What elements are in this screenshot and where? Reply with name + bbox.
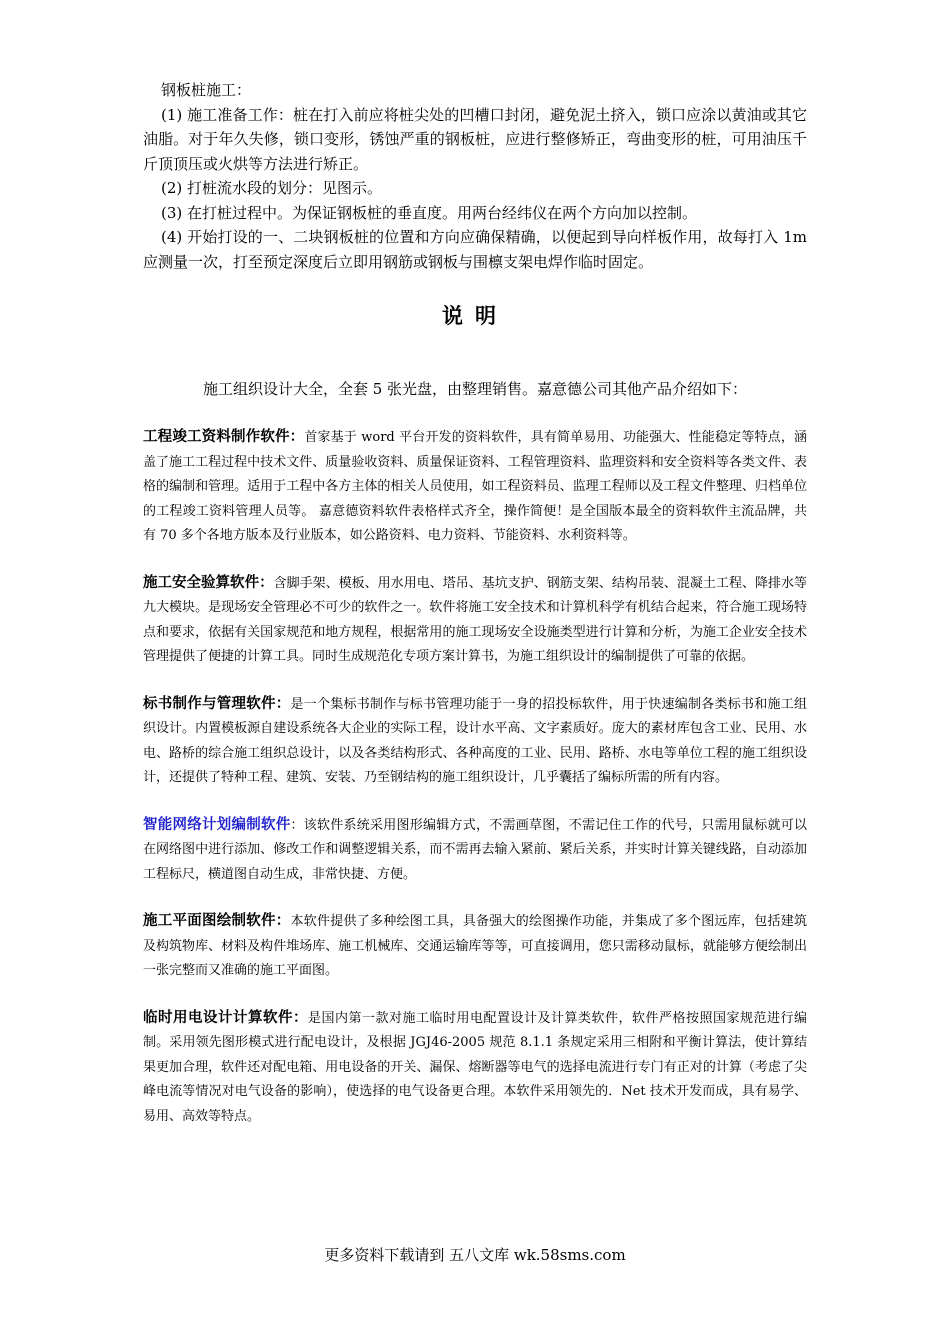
product-name-link[interactable]: 智能网络计划编制软件 (143, 816, 291, 833)
footer-download-note[interactable]: 更多资料下载请到 五八文库 wk.58sms.com (324, 1246, 626, 1264)
product-item (143, 692, 807, 791)
product-name: 标书制作与管理软件： (143, 695, 291, 712)
step-item: (4) 开始打设的一、二块钢板桩的位置和方向应确保精确，以便起到导向样板作用，故每打入 1m 应测量一次，打至预定深度后立即用钢筋或钢板与围檩支架电焊作临时固定。 (143, 228, 807, 271)
section-heading: 钢板桩施工： (161, 81, 252, 99)
product-name: 工程竣工资料制作软件： (143, 429, 305, 445)
product-description: 本软件提供了多种绘图工具，具备强大的绘图操作功能，并集成了多个图远库，包括建筑及构筑物库、材料及构件堆场库、施工机械库、交通运输库等等，可直接调用，您只需移动鼠标，就能够方便绘制出一张完整而又准确的施工平面图。 (143, 914, 807, 978)
product-item (143, 425, 807, 549)
lead-paragraph: 施工组织设计大全，全套 5 张光盘，由整理销售。嘉意德公司其他产品介绍如下： (202, 380, 748, 398)
steel-sheet-pile-section (143, 78, 807, 274)
product-list (143, 425, 807, 1151)
product-item (143, 813, 807, 888)
step-item: (3) 在打桩过程中。为保证钢板桩的垂直度。用两台经纬仪在两个方向加以控制。 (161, 203, 698, 222)
product-item (143, 571, 807, 670)
product-name: 施工平面图绘制软件： (143, 913, 291, 929)
product-item (143, 909, 807, 984)
product-description: 含脚手架、模板、用水用电、塔吊、基坑支护、钢筋支架、结构吊装、混凝土工程、降排水等九大模块。是现场安全管理必不可少的软件之一。软件将施工安全技术和计算机科学有机结合起来，符合施工现场特点和要求，依据有关国家规范和地方规程，根据常用的施工现场安全设施类型进行计算和分析，为施工企业安全技术管理提供了便捷的计算工具。同时生成规范化专项方案计算书，为施工组织设计的编制提供了可靠的依据。 (143, 575, 807, 664)
page-title: 说明 (442, 303, 508, 328)
product-description: ：该软件系统采用图形编辑方式，不需画草图，不需记住工作的代号，只需用鼠标就可以在网络图中进行添加、修改工作和调整逻辑关系，而不需再去输入紧前、紧后关系，并实时计算关键线路，自动添加工程标尺，横道图自动生成，非常快捷、方便。 (143, 817, 807, 882)
product-description: 是一个集标书制作与标书管理功能于一身的招投标软件，用于快速编制各类标书和施工组织设计。内置模板源自建设系统各大企业的实际工程，设计水平高、文字素质好。庞大的素材库包含工业、民用、水电、路桥的综合施工组织总设计，以及各类结构形式、各种高度的工业、民用、路桥、水电等单位工程的施工组织设计，还提供了特种工程、建筑、安装、乃至钢结构的施工组织设计，几乎囊括了编标所需的所有内容。 (143, 696, 807, 785)
product-item (143, 1006, 807, 1130)
product-description: 是国内第一款对施工临时用电配置设计及计算类软件，软件严格按照国家规范进行编制。采用领先图形模式进行配电设计，及根据 JGJ46-2005 规范 8.1.1 条规定采用三相附和平衡计算法，使计算结果更加合理，软件还对配电箱、用电设备的开关、漏保、熔断器等电气的选择电流进行专门有正对的计算（考虑了尖峰电流等情况对电气设备的影响），使选择的电气设备更合理。本软件采用领先的．Net 技术开发而成，具有易学、易用、高效等特点。 (143, 1010, 807, 1124)
product-name: 施工安全验算软件： (143, 574, 274, 591)
product-description: 首家基于 word 平台开发的资料软件，具有简单易用、功能强大、性能稳定等特点，涵盖了施工工程过程中技术文件、质量验收资料、质量保证资料、工程管理资料、监理资料和安全资料等各类文件、表格的编制和管理。适用于工程中各方主体的相关人员使用，如工程资料员、监理工程师以及工程文件整理、归档单位的工程竣工资料管理人员等。 嘉意德资料软件表格样式齐全，操作简便！是全国版本最全的资料软件主流品牌，共有 70 多个各地方版本及行业版本，如公路资料、电力资料、节能资料、水利资料等。 (143, 430, 807, 543)
product-name: 临时用电设计计算软件： (143, 1009, 308, 1026)
step-item: (2) 打桩流水段的划分：见图示。 (161, 179, 383, 197)
step-item: (1) 施工准备工作：桩在打入前应将桩尖处的凹槽口封闭，避免泥土挤入，锁口应涂以黄油或其它油脂。对于年久失修，锁口变形，锈蚀严重的钢板桩，应进行整修矫正，弯曲变形的桩，可用油压千斤顶顶压或火烘等方法进行矫正。 (143, 105, 807, 173)
